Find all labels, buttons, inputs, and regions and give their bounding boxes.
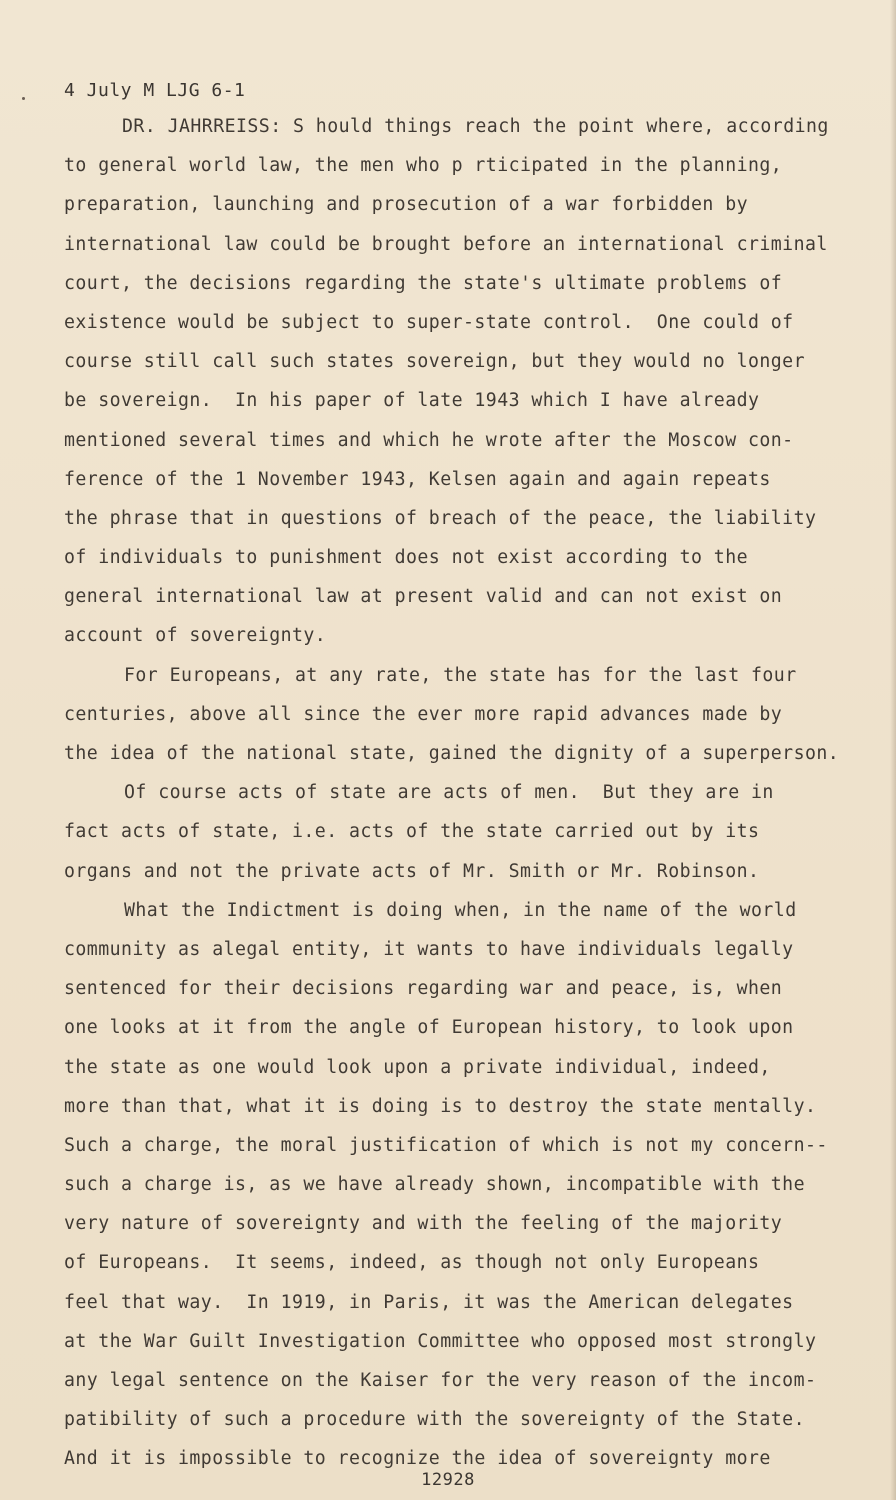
transcript-line: Such a charge, the moral justification of which is not my concern-- (64, 1134, 828, 1156)
transcript-line: feel that way. In 1919, in Paris, it was the American delegates (64, 1291, 794, 1313)
transcript-line: court, the decisions regarding the state's ultimate problems of (64, 272, 783, 294)
transcript-line: centuries, above all since the ever more rapid advances made by (64, 703, 783, 725)
transcript-line: course still call such states sovereign, but they would no longer (64, 351, 805, 373)
transcript-line: of Europeans. It seems, indeed, as though not only Europeans (64, 1252, 760, 1274)
transcript-line: DR. JAHRREISS: S hould things reach the point where, according (122, 116, 829, 137)
page-edge-shadow (890, 0, 896, 1500)
transcript-line: preparation, launching and prosecution of a war forbidden by (64, 194, 748, 216)
transcript-line: at the War Guilt Investigation Committee who opposed most strongly (64, 1330, 817, 1352)
transcript-line: the idea of the national state, gained the dignity of a superperson. (64, 743, 840, 764)
transcript-line: such a charge is, as we have already shown, incompatible with the (64, 1174, 805, 1196)
transcript-line: account of sovereignty. (64, 625, 327, 647)
transcript-line: existence would be subject to super-state control. One could of (64, 311, 794, 333)
page-number: 12928 (421, 1470, 475, 1490)
transcript-line: sentenced for their decisions regarding war and peace, is, when (64, 978, 783, 1000)
transcript-line: the state as one would look upon a private individual, indeed, (64, 1056, 771, 1078)
transcript-line: mentioned several times and which he wrote after the Moscow con- (64, 429, 794, 451)
transcript-line: any legal sentence on the Kaiser for the very reason of the incom- (64, 1370, 817, 1391)
transcript-line: Of course acts of state are acts of men. But they are in (124, 782, 774, 804)
transcript-line: For Europeans, at any rate, the state has for the last four (124, 664, 797, 686)
margin-ink-mark (22, 97, 25, 100)
transcript-line: one looks at it from the angle of European history, to look upon (64, 1017, 794, 1039)
transcript-line: community as alegal entity, it wants to have individuals legally (64, 938, 794, 960)
transcript-line: the phrase that in questions of breach of the peace, the liability (64, 507, 817, 529)
transcript-line: fact acts of state, i.e. acts of the state carried out by its (64, 821, 760, 843)
transcript-line: of individuals to punishment does not exist according to the (64, 547, 748, 569)
transcript-line: be sovereign. In his paper of late 1943 which I have already (64, 390, 760, 412)
transcript-line: very nature of sovereignty and with the feeling of the majority (64, 1213, 783, 1235)
transcript-line: to general world law, the men who p rticipated in the planning, (64, 155, 783, 177)
transcript-line: patibility of such a procedure with the sovereignty of the State. (64, 1409, 805, 1431)
transcript-line: And it is impossible to recognize the idea of sovereignty more (64, 1448, 771, 1470)
transcript-line: international law could be brought before an international criminal (64, 233, 828, 255)
transcript-line: more than that, what it is doing is to destroy the state mentally. (64, 1095, 817, 1117)
transcript-line: What the Indictment is doing when, in the name of the world (124, 899, 797, 921)
document-header: 4 July M LJG 6-1 (64, 80, 246, 101)
transcript-line: ference of the 1 November 1943, Kelsen again and again repeats (64, 468, 771, 490)
transcript-line: organs and not the private acts of Mr. Smith or Mr. Robinson. (64, 860, 760, 882)
transcript-line: general international law at present valid and can not exist on (64, 586, 783, 608)
transcript-body (64, 114, 864, 1486)
